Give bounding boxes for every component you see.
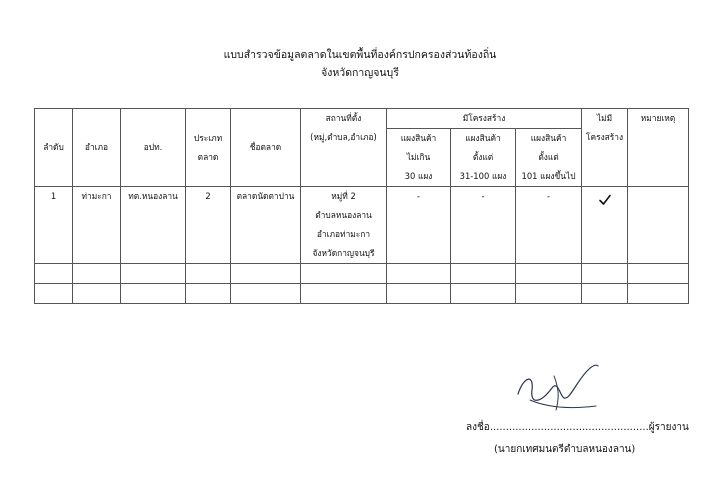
header-market-type: ประเภท ตลาด [186, 109, 231, 187]
sign-label: ลงชื่อ [466, 422, 490, 433]
header-location: สถานที่ตั้ง (หมู่,ตำบล,อำเภอ) [301, 109, 387, 187]
handwritten-signature [510, 360, 606, 416]
check-mark-icon [598, 193, 612, 207]
header-remarks: หมายเหตุ [628, 109, 689, 187]
header-row-top [35, 109, 689, 129]
document-subtitle-province: จังหวัดกาญจนบุรี [321, 67, 399, 79]
cell-local-org: ทต.หนองลาน [121, 187, 186, 264]
cell-stalls-31-100: - [451, 187, 516, 264]
cell-district: ท่ามะกา [73, 187, 121, 264]
table-row [35, 284, 689, 304]
cell-stalls-101-plus: - [516, 187, 582, 264]
header-district: อำเภอ [73, 109, 121, 187]
document-header [0, 46, 720, 82]
signer-role: (นายกเทศมนตรีตำบลหนองลาน) [494, 444, 636, 455]
document-title: แบบสำรวจข้อมูลตลาดในเขตพื้นที่องค์กรปกครองส่วนท้องถิ่น [223, 49, 497, 61]
cell-market-type: 2 [186, 187, 231, 264]
table-row [35, 187, 689, 264]
header-local-org: อปท. [121, 109, 186, 187]
header-order: ลำดับ [35, 109, 73, 187]
cell-stalls-up-to-30: - [387, 187, 451, 264]
cell-market-name: ตลาดนัดตาปาน [231, 187, 301, 264]
cell-no-structure [582, 187, 628, 264]
market-survey-table [34, 108, 689, 304]
header-market-name: ชื่อตลาด [231, 109, 301, 187]
cell-remarks [628, 187, 689, 264]
header-stalls-101-plus: แผงสินค้า ตั้งแต่ 101 แผงขึ้นไป [516, 129, 582, 187]
reporter-label: ผู้รายงาน [648, 422, 689, 433]
sign-dots: .................................................. [489, 422, 649, 433]
cell-location: หมู่ที่ 2 ตำบลหนองลาน อำเภอท่ามะกา จังหวัดกาญจนบุรี [301, 187, 387, 264]
header-stalls-up-to-30: แผงสินค้า ไม่เกิน 30 แผง [387, 129, 451, 187]
header-has-structure: มีโครงสร้าง [387, 109, 582, 129]
cell-order: 1 [35, 187, 73, 264]
signature-line [466, 420, 689, 436]
table-row [35, 264, 689, 284]
header-stalls-31-100: แผงสินค้า ตั้งแต่ 31-100 แผง [451, 129, 516, 187]
header-no-structure: ไม่มี โครงสร้าง [582, 109, 628, 187]
